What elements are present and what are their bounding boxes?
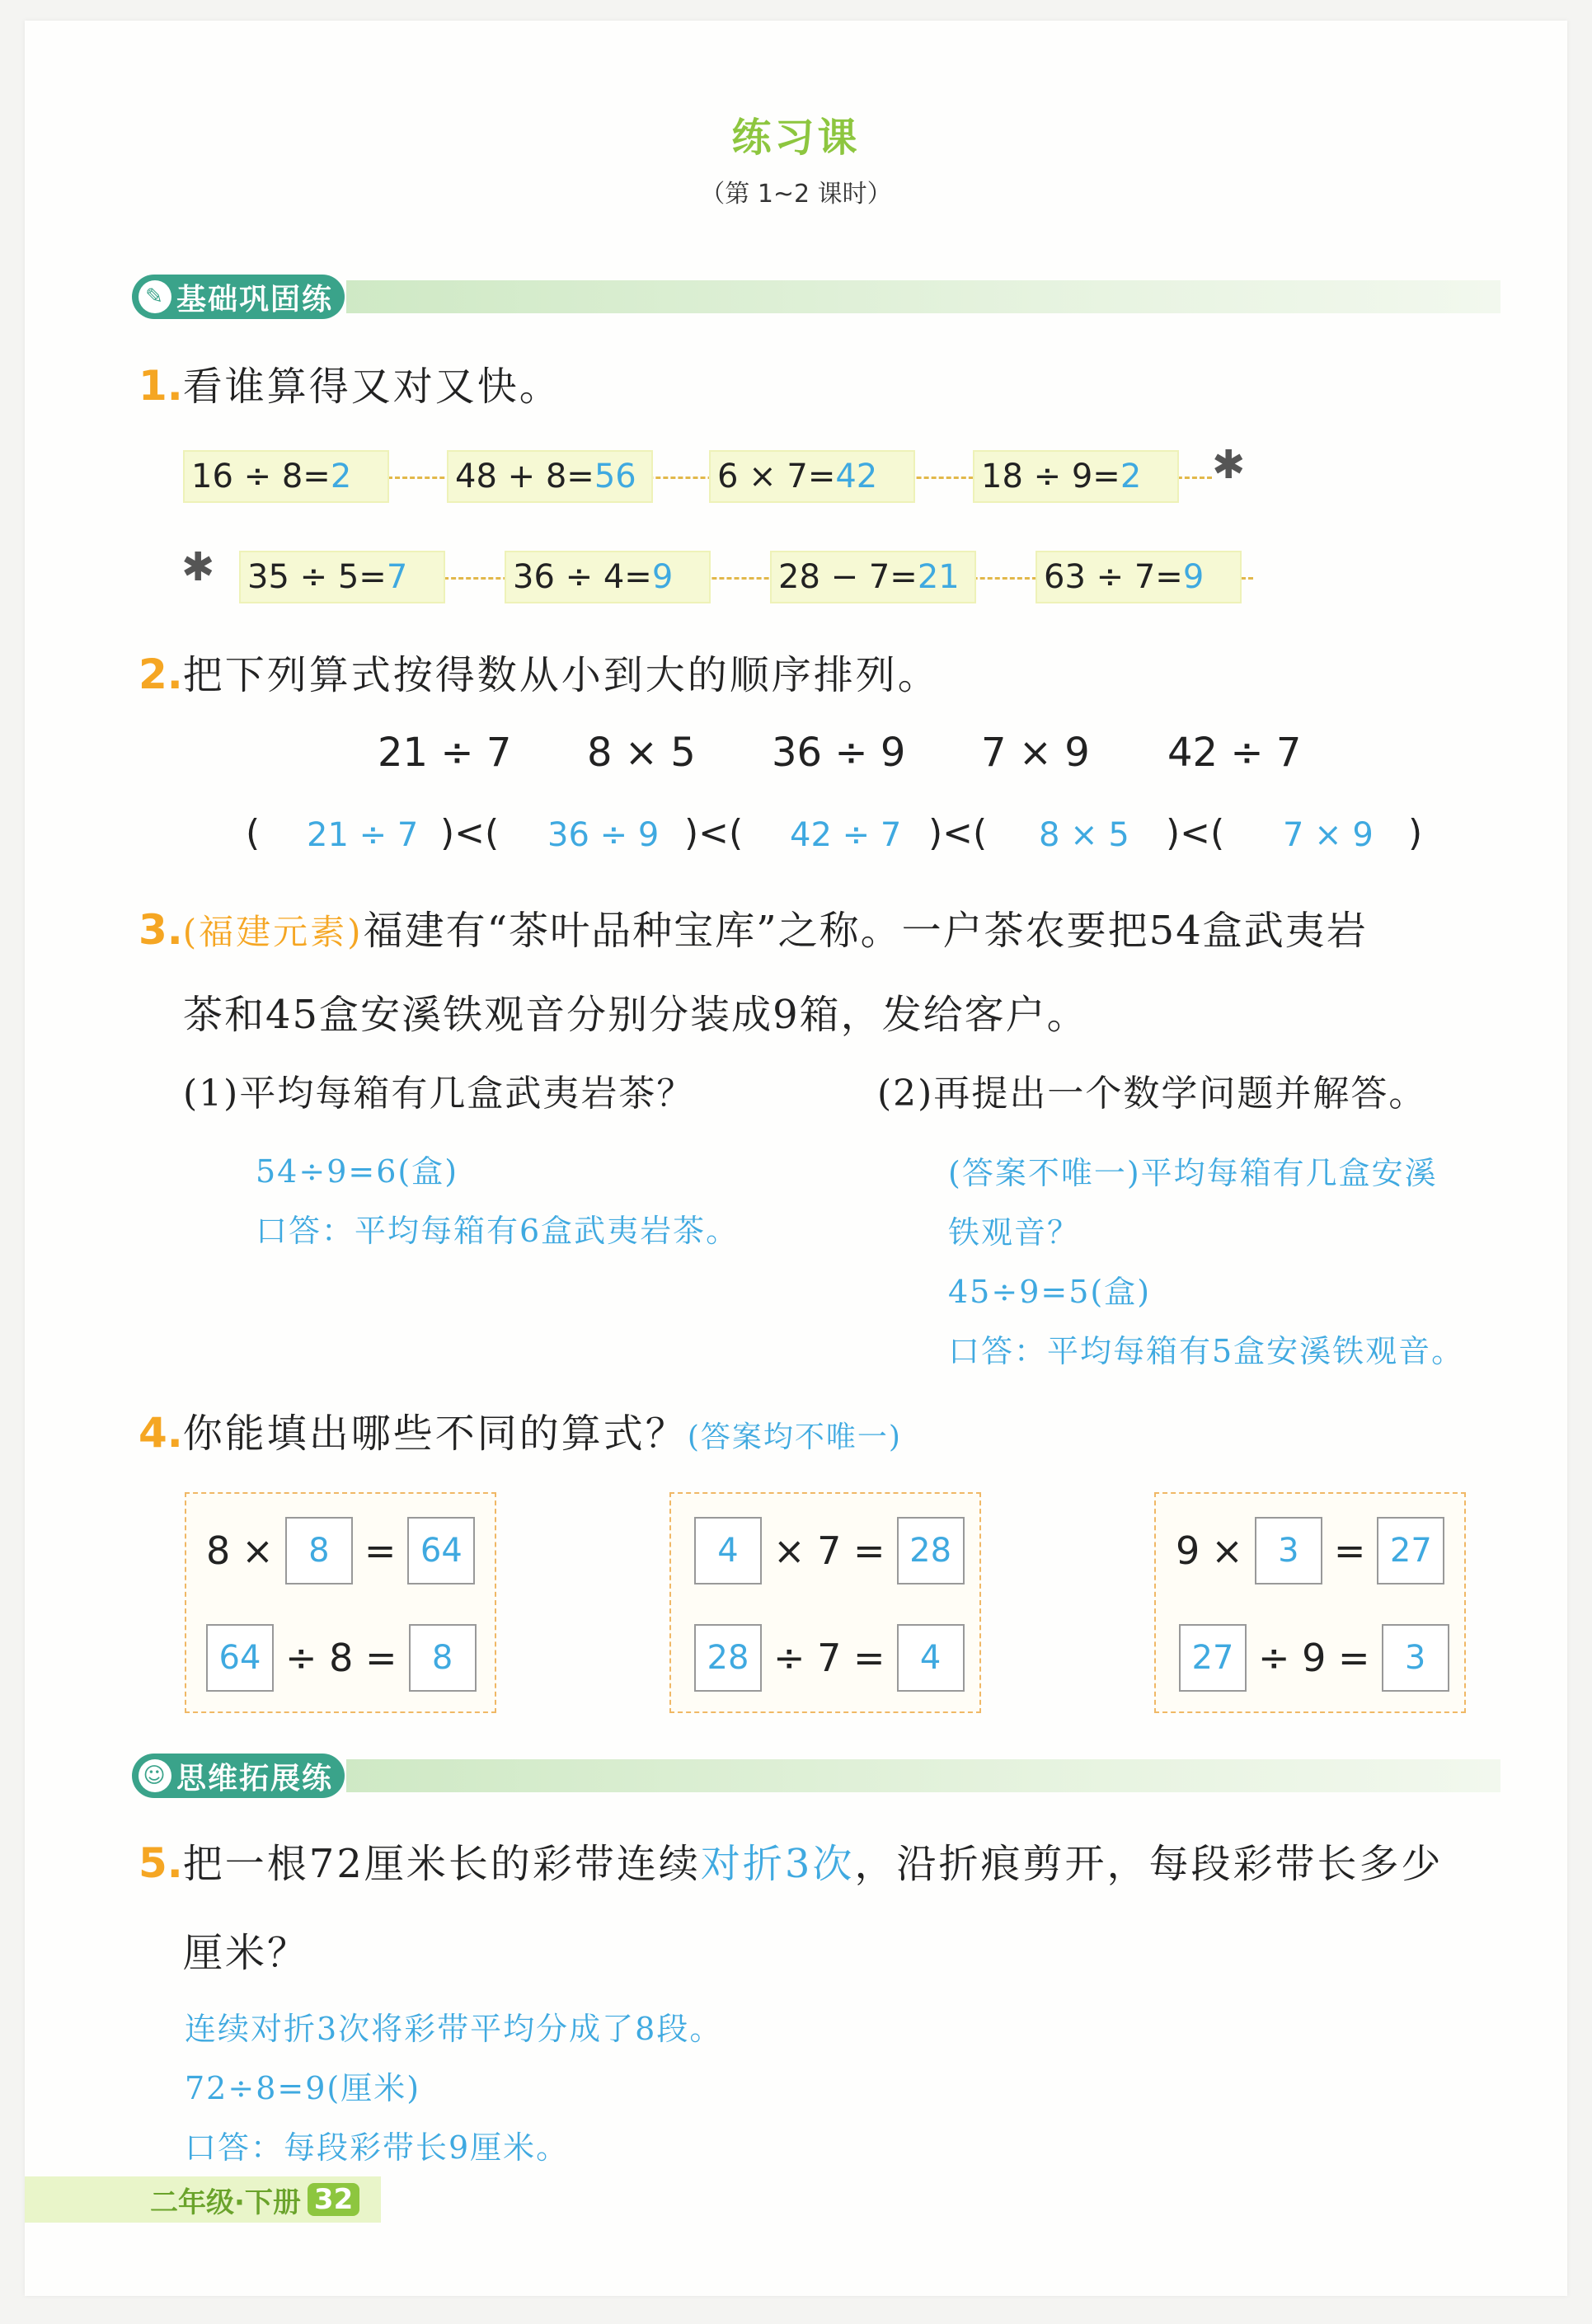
answer-line: (答案不唯一)平均每箱有几盒安溪: [948, 1155, 1438, 1191]
answer-box: 8: [285, 1517, 353, 1585]
q3-tag: (福建元素): [182, 912, 364, 952]
q2-heading: [139, 643, 940, 700]
footer-badge: [25, 2176, 381, 2223]
q4-heading: [139, 1401, 902, 1458]
answer-line: 45÷9=5(盒): [948, 1274, 1152, 1310]
grade-label: 二年级·下册: [150, 2185, 301, 2219]
page-subtitle: （第 1~2 课时）: [700, 180, 892, 209]
equation-group: 9 × 3 = 27 27 ÷ 9 = 3: [1154, 1492, 1466, 1713]
q5-heading: [139, 1832, 1443, 1889]
less-than: )<(: [1166, 812, 1225, 854]
q2-text: 把下列算式按得数从小到大的顺序排列。: [182, 652, 940, 698]
q4-number: 4.: [139, 1409, 183, 1457]
order-answer: 21 ÷ 7: [307, 816, 419, 854]
less-than: )<(: [684, 812, 744, 854]
answer-box: 27: [1179, 1624, 1247, 1692]
pencil-icon: ✎: [139, 280, 171, 313]
q5-text-part2: ，沿折痕剪开，每段彩带长多少: [854, 1841, 1444, 1887]
answer-box: 27: [1377, 1517, 1444, 1585]
calc-card: 16 ÷ 8= 2: [183, 450, 389, 503]
answer-box: 28: [897, 1517, 965, 1585]
answer-line: 口答：平均每箱有6盒武夷岩茶。: [256, 1213, 740, 1249]
section-bar-extend: [346, 1759, 1500, 1792]
q5-number: 5.: [139, 1839, 183, 1887]
q1-number: 1.: [139, 362, 183, 410]
calc-card: 18 ÷ 9= 2: [973, 450, 1179, 503]
equation-group: 8 × 8 = 64 64 ÷ 8 = 8: [185, 1492, 496, 1713]
q1-text: 看谁算得又对又快。: [182, 364, 561, 410]
answer-line: 铁观音？: [948, 1214, 1081, 1251]
answer-line: 72÷8=9(厘米): [185, 2070, 421, 2106]
section-badge-basic: [132, 275, 345, 319]
q5-text-part3: 厘米？: [183, 1930, 310, 1976]
expression: 42 ÷ 7: [1167, 730, 1302, 776]
answer-line: 连续对折3次将彩带平均分成了8段。: [185, 2011, 723, 2047]
q3-sub1-question: (1)平均每箱有几盒武夷岩茶？: [183, 1073, 695, 1115]
expression: 21 ÷ 7: [378, 730, 512, 776]
q2-number: 2.: [139, 650, 183, 698]
expression: 36 ÷ 9: [772, 730, 906, 776]
q4-text: 你能填出哪些不同的算式？: [182, 1411, 688, 1457]
answer-box: 4: [694, 1517, 762, 1585]
order-answer: 8 × 5: [1039, 816, 1129, 854]
paren-close: ): [1408, 812, 1423, 854]
calc-card: 36 ÷ 4= 9: [505, 551, 711, 603]
section-label-extend: 思维拓展练: [176, 1761, 334, 1796]
q3-text-line2: 茶和45盒安溪铁观音分别分装成9箱，发给客户。: [183, 992, 1088, 1038]
q3-text-line1: 福建有“茶叶品种宝库”之称。一户茶农要把54盒武夷岩: [363, 908, 1368, 954]
calc-card: 63 ÷ 7= 9: [1036, 551, 1242, 603]
answer-box: 64: [407, 1517, 475, 1585]
answer-box: 4: [897, 1624, 965, 1692]
order-answer: 7 × 9: [1283, 816, 1374, 854]
answer-box: 8: [409, 1624, 477, 1692]
q3-sub2-question: (2)再提出一个数学问题并解答。: [877, 1073, 1427, 1115]
answer-box: 64: [206, 1624, 274, 1692]
paren-open: (: [246, 812, 261, 854]
calc-card: 28 − 7= 21: [770, 551, 976, 603]
palm-tree-icon: ✱: [181, 544, 215, 590]
answer-line: 口答：平均每箱有5盒安溪铁观音。: [948, 1333, 1465, 1369]
thinking-icon: ☺: [139, 1759, 171, 1792]
q1-heading: [139, 354, 561, 411]
answer-line: 54÷9=6(盒): [256, 1153, 459, 1190]
answer-box: 3: [1382, 1624, 1449, 1692]
q4-note: (答案均不唯一): [687, 1420, 902, 1454]
calc-card: 6 × 7= 42: [709, 450, 915, 503]
order-answer: 36 ÷ 9: [547, 816, 660, 854]
order-answer: 42 ÷ 7: [790, 816, 902, 854]
answer-line: 口答：每段彩带长9厘米。: [185, 2129, 570, 2166]
section-badge-extend: [132, 1754, 345, 1798]
q5-highlight: 对折3次: [700, 1841, 855, 1887]
page-number: 32: [308, 2183, 359, 2216]
calc-card: 35 ÷ 5= 7: [239, 551, 445, 603]
q3-heading: [139, 899, 1368, 955]
equation-group: 4 × 7 = 28 28 ÷ 7 = 4: [669, 1492, 981, 1713]
section-bar-basic: [346, 280, 1500, 313]
q3-number: 3.: [139, 906, 183, 954]
section-label-basic: 基础巩固练: [176, 282, 334, 317]
calc-card: 48 + 8= 56: [447, 450, 653, 503]
expression: 7 × 9: [981, 730, 1090, 776]
less-than: )<(: [928, 812, 988, 854]
answer-box: 3: [1255, 1517, 1322, 1585]
q5-text-part1: 把一根72厘米长的彩带连续: [182, 1841, 701, 1887]
answer-box: 28: [694, 1624, 762, 1692]
palm-tree-icon: ✱: [1212, 442, 1246, 488]
page-title: 练习课: [731, 115, 861, 161]
less-than: )<(: [440, 812, 500, 854]
expression: 8 × 5: [587, 730, 696, 776]
